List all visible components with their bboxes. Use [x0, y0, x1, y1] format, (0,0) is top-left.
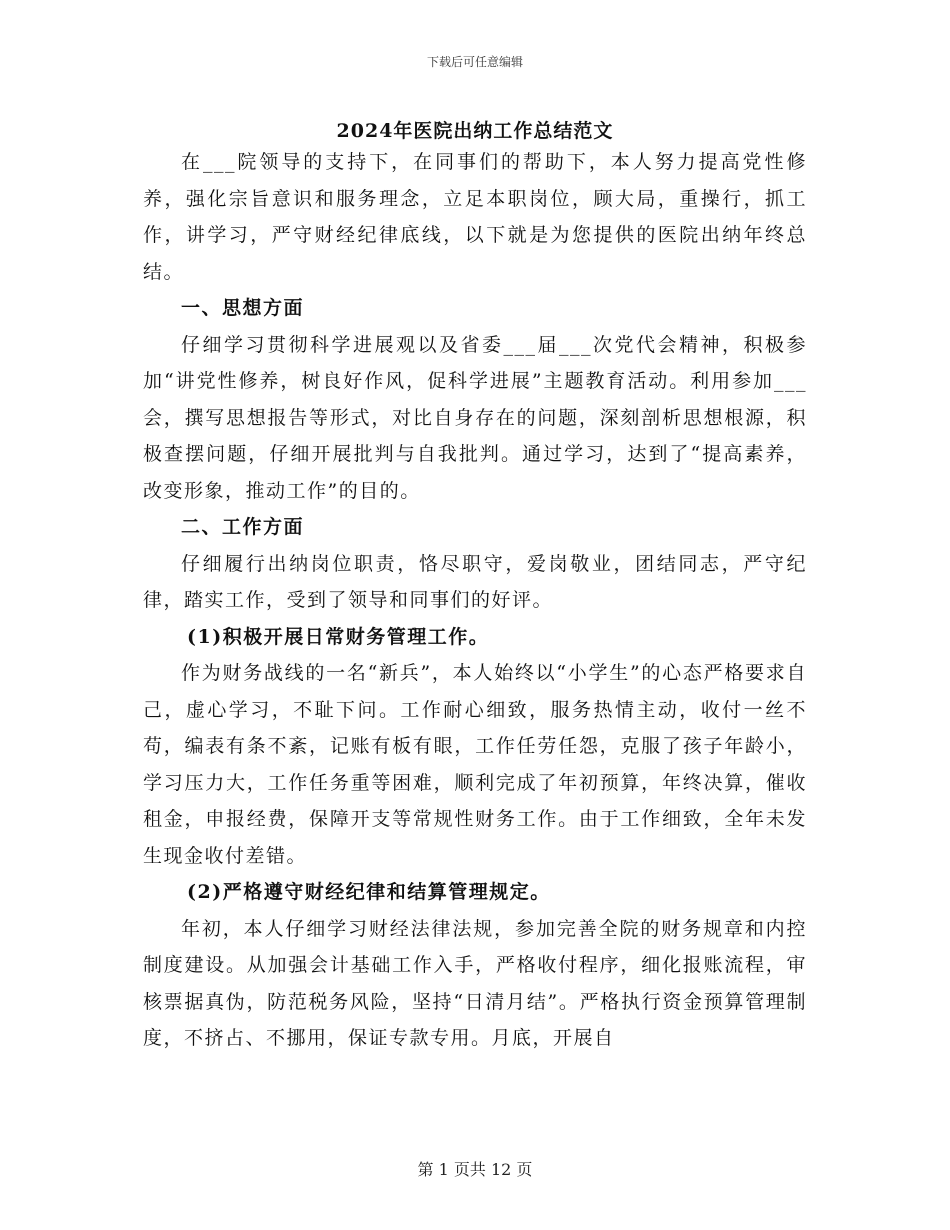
document-title: 2024年医院出纳工作总结范文: [336, 120, 614, 142]
section-heading-work: 二、工作方面: [181, 516, 305, 538]
subheading-discipline: (2)严格遵守财经纪律和结算管理规定。: [187, 881, 551, 903]
paragraph-intro: 在___院领导的支持下，在同事们的帮助下，本人努力提高党性修养，强化宗旨意识和服务理念，立足本职岗位，顾大局，重操行，抓工作，讲学习，严守财经纪律底线，以下就是为您提供的医院出纳年终总结。: [143, 151, 807, 283]
paragraph-daily-finance: 作为财务战线的一名“新兵”，本人始终以“小学生”的心态严格要求自己，虚心学习，不耻下问。工作耐心细致，服务热情主动，收付一丝不苟，编表有条不紊，记账有板有眼，工作任劳任怨，克服了孩子年龄小，学习压力大，工作任务重等困难，顺利完成了年初预算，年终决算，催收租金，申报经费，保障开支等常规性财务工作。由于工作细致，全年未发生现金收付差错。: [143, 662, 807, 867]
header-note: 下载后可任意编辑: [426, 55, 523, 69]
paragraph-discipline: 年初，本人仔细学习财经法律法规，参加完善全院的财务规章和内控制度建设。从加强会计基础工作入手，严格收付程序，细化报账流程，审核票据真伪，防范税务风险，坚持“日清月结”。严格执行资金预算管理制度，不挤占、不挪用，保证专款专用。月底，开展自: [143, 917, 807, 1049]
paragraph-thought: 仔细学习贯彻科学进展观以及省委___届___次党代会精神，积极参加“讲党性修养，树良好作风，促科学进展”主题教育活动。利用参加___会，撰写思想报告等形式，对比自身存在的问题，深刻剖析思想根源，积极查摆问题，仔细开展批判与自我批判。通过学习，达到了“提高素养，改变形象，推动工作”的目的。: [143, 333, 807, 502]
document-body: [143, 144, 807, 1057]
section-heading-thought: 一、思想方面: [181, 297, 305, 319]
subheading-daily-finance: (1)积极开展日常财务管理工作。: [187, 625, 490, 648]
page-footer: 第 1 页共 12 页: [417, 1160, 533, 1179]
paragraph-work: 仔细履行出纳岗位职责，恪尽职守，爱岗敬业，团结同志，严守纪律，踏实工作，受到了领导和同事们的好评。: [143, 552, 807, 611]
